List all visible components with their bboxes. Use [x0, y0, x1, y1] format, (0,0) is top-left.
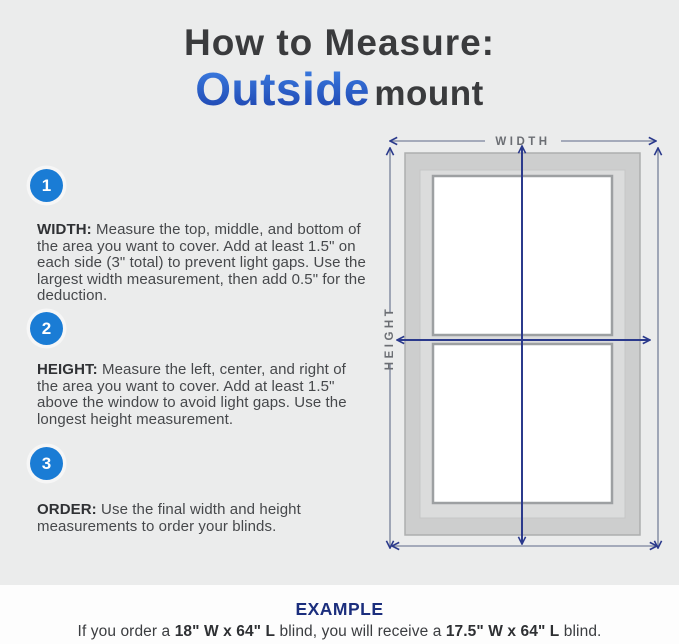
window-measuring-diagram: [383, 131, 675, 583]
step-3-badge: 3: [30, 447, 63, 480]
step-3-label: ORDER:: [37, 501, 97, 518]
title-line-1: How to Measure:: [183, 22, 496, 63]
example-section: [0, 585, 679, 644]
example-sentence: [0, 623, 679, 641]
title-mount-type: Outside: [195, 63, 370, 115]
example-middle: blind, you will receive a: [275, 623, 446, 640]
step-2-text: [37, 362, 367, 428]
example-heading: EXAMPLE: [295, 599, 384, 619]
example-suffix: blind.: [559, 623, 602, 640]
step-3-body: Use the final width and height measurements to order your blinds.: [37, 501, 301, 535]
step-2-badge: 2: [30, 312, 63, 345]
example-order-size: 18" W x 64" L: [174, 623, 276, 640]
height-label: HEIGHT: [384, 305, 396, 371]
step-2-body: Measure the left, center, and right of the area you want to cover. Add at least 1.5" above the window to avoid light gaps. Use the longest height measurement.: [37, 361, 347, 428]
example-receive-size: 17.5" W x 64" L: [445, 623, 560, 640]
example-prefix: If you order a: [77, 623, 175, 640]
title-line-2: [0, 63, 679, 115]
step-1-badge: 1: [30, 169, 63, 202]
step-3-text: [37, 502, 367, 535]
step-2-label: HEIGHT:: [37, 361, 98, 378]
page-title: [0, 22, 679, 115]
step-1-text: [37, 222, 367, 305]
step-1-body: Measure the top, middle, and bottom of the area you want to cover. Add at least 1.5" on each side (3" total) to prevent light gaps. Use the largest width measurement, then add 0.5" for the deduction.: [37, 221, 366, 305]
step-1-label: WIDTH:: [37, 221, 92, 238]
width-label: WIDTH: [495, 136, 551, 148]
title-mount-word: mount: [374, 74, 484, 113]
